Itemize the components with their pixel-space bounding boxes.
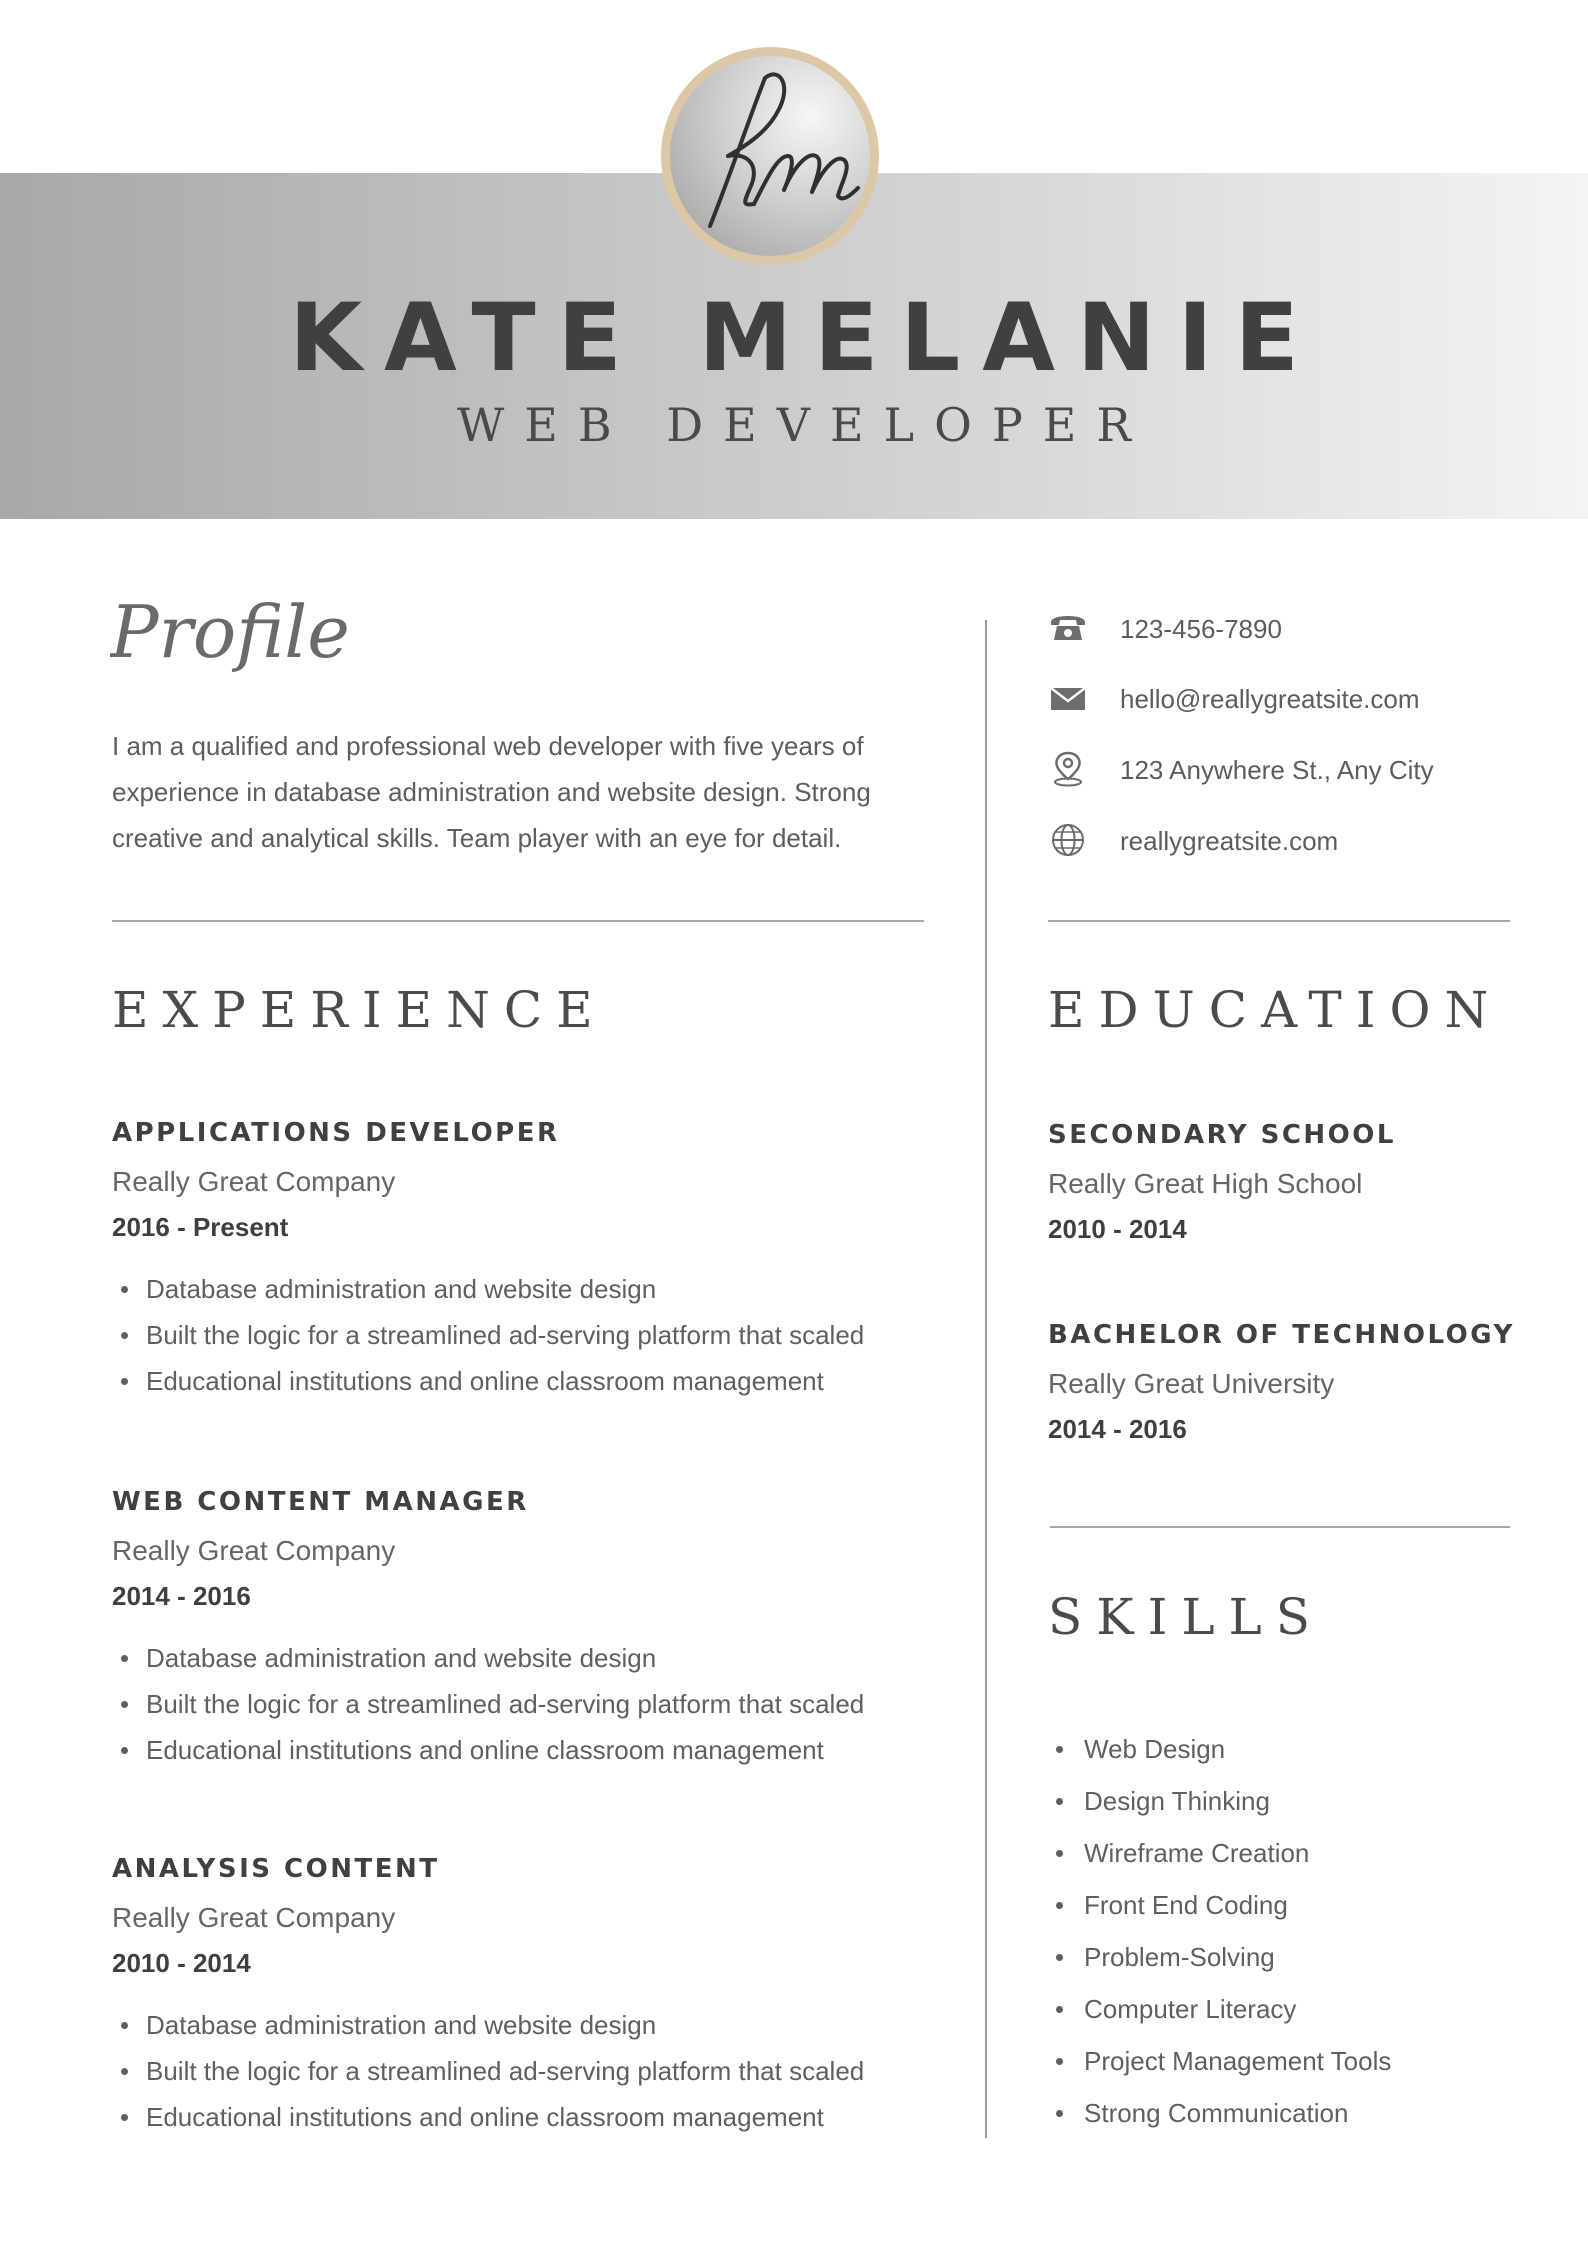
education-separator <box>1050 1526 1510 1528</box>
education-title: BACHELOR OF TECHNOLOGY <box>1048 1320 1515 1350</box>
contact-email <box>1048 678 1528 718</box>
skill-item: Computer Literacy <box>1048 1983 1528 2035</box>
job-title: APPLICATIONS DEVELOPER <box>112 1118 560 1148</box>
job-bullets <box>112 2002 932 2140</box>
skill-item: Project Management Tools <box>1048 2035 1528 2087</box>
mail-icon <box>1048 680 1088 716</box>
skill-item: Front End Coding <box>1048 1879 1528 1931</box>
job-bullet: Built the logic for a streamlined ad-serving platform that scaled <box>112 2048 932 2094</box>
job-bullet: Database administration and website design <box>112 1266 932 1312</box>
globe-icon <box>1048 822 1088 858</box>
job-bullet: Educational institutions and online classroom management <box>112 1727 932 1773</box>
job-bullet: Built the logic for a streamlined ad-serving platform that scaled <box>112 1681 932 1727</box>
job-bullet: Built the logic for a streamlined ad-serving platform that scaled <box>112 1312 932 1358</box>
education-school: Really Great High School <box>1048 1168 1363 1199</box>
address-text: 123 Anywhere St., Any City <box>1120 755 1434 785</box>
svg-text:Profile: Profile <box>110 590 350 674</box>
job-years: 2014 - 2016 <box>112 1581 251 1611</box>
skills-heading: SKILLS <box>1048 1588 1325 1646</box>
website-text[interactable]: reallygreatsite.com <box>1120 826 1339 856</box>
job-bullet: Database administration and website design <box>112 2002 932 2048</box>
job-title: WEB CONTENT MANAGER <box>112 1487 529 1517</box>
job-bullet: Educational institutions and online classroom management <box>112 1358 932 1404</box>
job-item <box>112 1856 932 2140</box>
monogram-logo <box>661 47 879 265</box>
skill-item: Design Thinking <box>1048 1775 1528 1827</box>
skill-item: Wireframe Creation <box>1048 1827 1528 1879</box>
job-title: ANALYSIS CONTENT <box>112 1854 440 1884</box>
job-bullets <box>112 1635 932 1773</box>
profile-separator <box>112 920 924 922</box>
education-school: Really Great University <box>1048 1368 1335 1399</box>
skill-item: Strong Communication <box>1048 2087 1528 2139</box>
skills-list <box>1048 1723 1528 2139</box>
contact-separator <box>1048 920 1510 922</box>
experience-heading: EXPERIENCE <box>112 981 607 1039</box>
email-text[interactable]: hello@reallygreatsite.com <box>1120 684 1420 714</box>
job-company: Really Great Company <box>112 1902 396 1933</box>
job-bullet: Educational institutions and online classroom management <box>112 2094 932 2140</box>
education-item <box>1048 1322 1528 1442</box>
job-item <box>112 1489 932 1773</box>
job-company: Really Great Company <box>112 1535 396 1566</box>
profile-script-title <box>110 575 360 695</box>
education-item <box>1048 1122 1528 1242</box>
phone-icon <box>1048 610 1088 646</box>
contact-website <box>1048 820 1528 860</box>
job-item <box>112 1120 932 1404</box>
monogram-km-signature <box>670 56 870 256</box>
profile-heading <box>110 575 360 700</box>
job-bullets <box>112 1266 932 1404</box>
education-years: 2010 - 2014 <box>1048 1214 1187 1244</box>
candidate-name: KATE MELANIE <box>289 284 1321 393</box>
phone-text[interactable]: 123-456-7890 <box>1120 614 1282 644</box>
job-company: Really Great Company <box>112 1166 396 1197</box>
job-bullet: Database administration and website design <box>112 1635 932 1681</box>
skill-item: Web Design <box>1048 1723 1528 1775</box>
job-years: 2016 - Present <box>112 1212 289 1242</box>
candidate-role: WEB DEVELOPER <box>457 398 1151 452</box>
education-years: 2014 - 2016 <box>1048 1414 1187 1444</box>
column-divider <box>985 620 987 2138</box>
profile-text: I am a qualified and professional web developer with five years of experience in database administration and website design. Strong creative and analytical skills. Team player with an eye for detail. <box>112 731 871 853</box>
education-title: SECONDARY SCHOOL <box>1048 1120 1396 1150</box>
job-years: 2010 - 2014 <box>112 1948 251 1978</box>
education-heading: EDUCATION <box>1048 981 1503 1039</box>
location-icon <box>1048 751 1088 787</box>
contact-address <box>1048 749 1528 789</box>
skill-item: Problem-Solving <box>1048 1931 1528 1983</box>
contact-phone <box>1048 608 1528 648</box>
